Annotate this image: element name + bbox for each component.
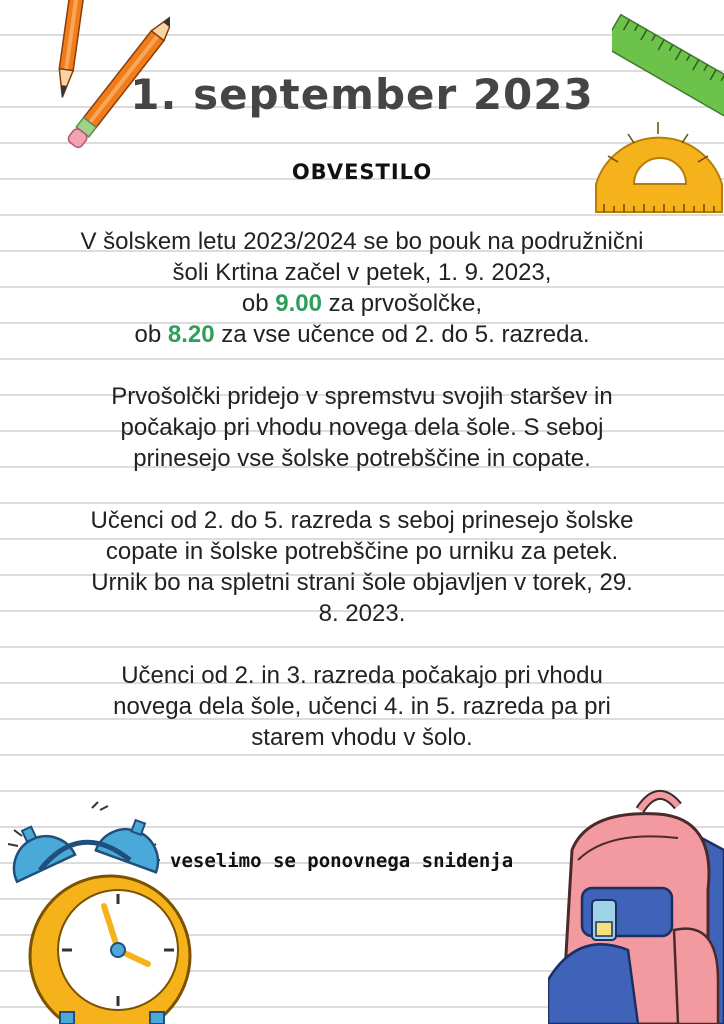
first-graders-time-line [30, 288, 694, 319]
text-fragment: za vse učence od 2. do 5. razreda. [221, 321, 590, 348]
text-line: Prvošolčki pridejo v spremstvu svojih staršev in [111, 383, 613, 410]
text-fragment: ob [241, 290, 269, 317]
text-line: prinesejo vse šolske potrebščine in copate. [133, 445, 591, 472]
other-pupils-time: 8.20 [167, 321, 215, 348]
text-line: počakajo pri vhodu novega dela šole. S seboj [120, 414, 604, 441]
text-line: Učenci od 2. in 3. razreda počakajo pri vhodu [121, 662, 603, 689]
first-graders-time: 9.00 [275, 290, 322, 317]
text-line: Učenci od 2. do 5. razreda s seboj prinesejo šolske [90, 507, 634, 534]
page-title: 1. september 2023 [130, 70, 594, 119]
text-line: V šolskem letu 2023/2024 se bo pouk na podružnični [80, 228, 644, 255]
text-line: 8. 2023. [318, 600, 406, 627]
text-fragment: ob [134, 321, 162, 348]
closing-text: veselimo se ponovnega snidenja [170, 850, 514, 872]
backpack-icon [548, 780, 724, 1024]
paragraph-first-graders [30, 381, 694, 474]
text-fragment: za prvošolčke, [328, 290, 483, 317]
text-line: copate in šolske potrebščine po urniku za petek. [105, 538, 619, 565]
notice-heading: OBVESTILO [291, 160, 433, 184]
text-line: novega dela šole, učenci 4. in 5. razreda pa pri [113, 693, 611, 720]
other-pupils-time-line [30, 319, 694, 350]
text-line: starem vhodu v šolo. [251, 724, 473, 751]
paragraph-grades-2-5 [30, 505, 694, 629]
paragraph-entrances [30, 660, 694, 753]
notice-body [30, 226, 694, 784]
text-line: Urnik bo na spletni strani šole objavljen v torek, 29. [91, 569, 633, 596]
paragraph-start-of-school [30, 226, 694, 350]
alarm-clock-icon [0, 800, 200, 1024]
text-line: šoli Krtina začel v petek, 1. 9. 2023, [172, 259, 552, 286]
